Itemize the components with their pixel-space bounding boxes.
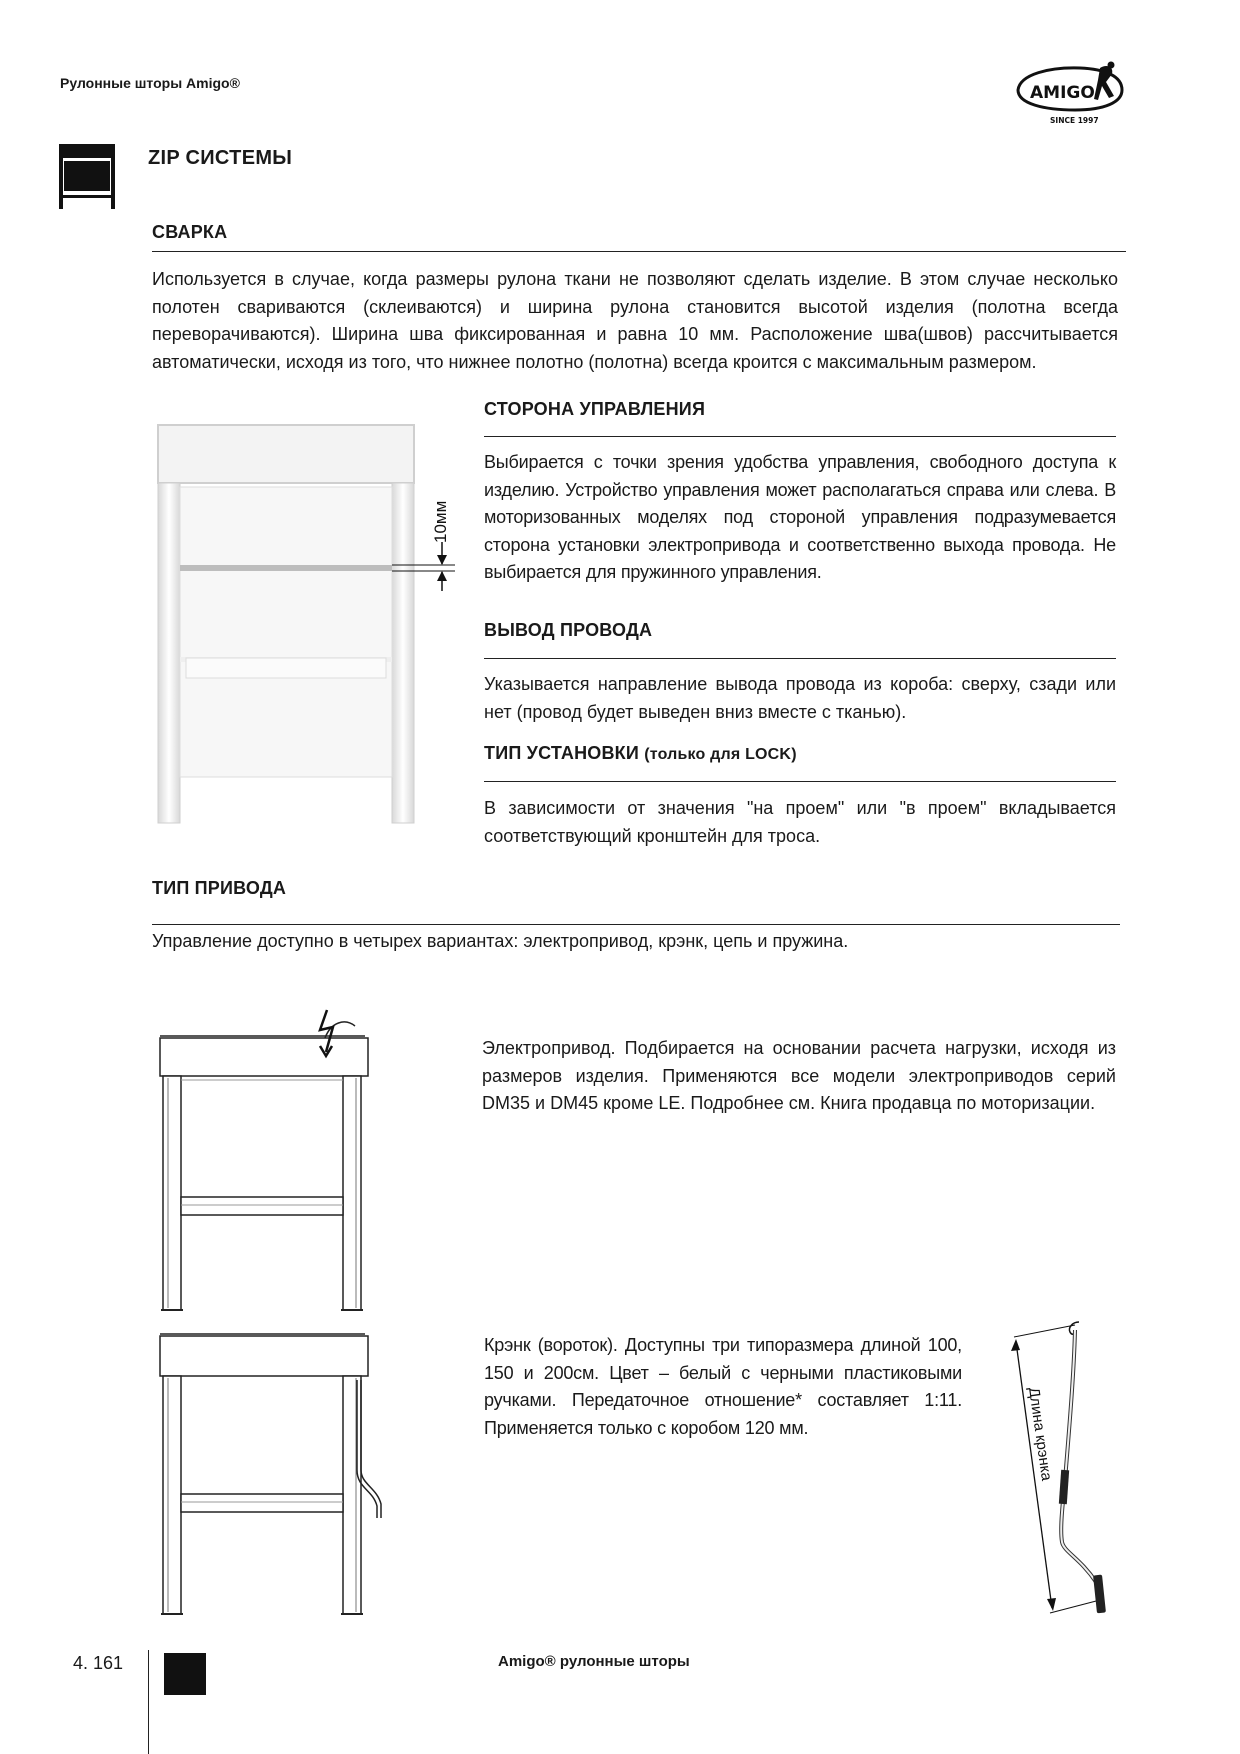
tip-ustanovki-rule <box>484 781 1116 782</box>
svarka-heading: СВАРКА <box>152 222 228 242</box>
svarka-text: Используется в случае, когда размеры рулона ткани не позволяют сделать изделие. В этом случае несколько полотен свариваются (склеиваются) и ширина рулона становится высотой изделия (полотна всегда переворачиваются). Ширина шва фиксированная и равна 10 мм. Расположение шва(швов) рассчитывается автоматически, исходя из того, что нижнее полотно (полотна) всегда кроится с максимальным размером. <box>152 269 1118 372</box>
tip-ustanovki-heading-note: (только для LOCK) <box>644 746 797 763</box>
tip-ustanovki-text: В зависимости от значения "на проем" или "в проем" вкладывается соответствующий кронштейн для троса. <box>484 798 1116 846</box>
crank-handle-figure <box>1000 1320 1130 1620</box>
svarka-rule <box>152 251 1126 252</box>
vyvod-heading: ВЫВОД ПРОВОДА <box>484 620 653 640</box>
footer-black-square <box>164 1653 206 1695</box>
electro-text: Электропривод. Подбирается на основании расчета нагрузки, исходя из размеров изделия. Применяются все модели электроприводов серий DM35 и DM45 кроме LE. Подробнее см. Книга продавца по моторизации. <box>482 1038 1116 1113</box>
amigo-logo <box>1010 62 1130 132</box>
footer-title: Amigo® рулонные шторы <box>498 1653 690 1670</box>
vyvod-rule <box>484 658 1116 659</box>
logo-since-text: SINCE 1997 <box>1050 116 1099 125</box>
crank-frame-figure <box>155 1320 395 1620</box>
storona-rule <box>484 436 1116 437</box>
tip-ustanovki-heading <box>484 743 797 764</box>
crank-text: Крэнк (вороток). Доступны три типоразмера длиной 100, 150 и 200см. Цвет – белый с черными пластиковыми ручками. Передаточное отношение* составляет 1:11. Применяется только с коробом 120 мм. <box>484 1335 962 1438</box>
tip-privoda-text: Управление доступно в четырех вариантах: электропривод, крэнк, цепь и пружина. <box>152 931 849 951</box>
crank-length-label: Длина крэнка <box>1025 1386 1055 1482</box>
storona-text: Выбирается с точки зрения удобства управления, свободного доступа к изделию. Устройство управления может располагаться справа или слева. В моторизованных моделях под стороной управления подразумевается сторона установки электропривода и соответственно выхода провода. Не выбирается для пружинного управления. <box>484 452 1116 582</box>
zip-system-icon <box>59 144 119 209</box>
vyvod-text: Указывается направление вывода провода из короба: сверху, сзади или нет (провод будет выведен вниз вместе с тканью). <box>484 674 1116 722</box>
storona-heading: СТОРОНА УПРАВЛЕНИЯ <box>484 399 706 419</box>
electric-drive-figure <box>155 1000 395 1315</box>
tip-privoda-heading: ТИП ПРИВОДА <box>152 878 287 898</box>
running-title: Рулонные шторы Amigo® <box>60 75 240 91</box>
weld-dimension-label: 10мм <box>431 500 450 543</box>
footer-vertical-rule <box>148 1650 149 1754</box>
tip-privoda-rule <box>152 924 1120 925</box>
logo-brand-text: AMIGO <box>1030 83 1095 103</box>
page-number: 4. 161 <box>73 1653 124 1673</box>
tip-ustanovki-heading-main: ТИП УСТАНОВКИ <box>484 743 640 763</box>
weld-figure <box>155 425 465 825</box>
section-title: ZIP СИСТЕМЫ <box>148 147 293 169</box>
amigo-logo-mark <box>1010 62 1130 132</box>
